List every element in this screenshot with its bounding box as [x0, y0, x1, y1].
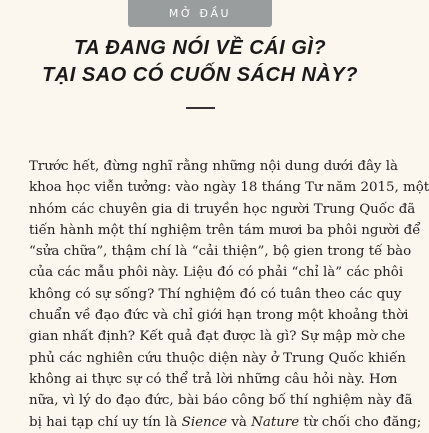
journal-name-2: Nature — [251, 414, 300, 430]
chapter-title-line-1: TA ĐANG NÓI VỀ CÁI GÌ? — [73, 37, 327, 59]
chapter-title-line-2: TẠI SAO CÓ CUỐN SÁCH NÀY? — [42, 64, 358, 86]
body-line: tiến hành một thí nghiệm trên tám mươi ba phôi người để — [29, 222, 421, 238]
conjunction: và — [227, 414, 252, 430]
body-line: không có sự sống? Thí nghiệm đó có tuân theo các quy — [29, 286, 402, 302]
body-line: khoa học viễn tưởng: vào ngày 18 tháng Tư năm 2015, một — [29, 180, 429, 196]
body-line: không ai thực sự có thể trả lời những câu hỏi này. Hơn — [29, 371, 398, 387]
section-label: MỞ ĐẦU — [168, 7, 232, 20]
body-line: phủ các nghiên cứu thuộc diện này ở Trung Quốc khiến — [29, 350, 406, 366]
body-line: gian nhất định? Kết quả đạt được là gì? Sự mập mờ che — [29, 329, 406, 345]
body-line: chuẩn về đạo đức và chỉ giới hạn trong một khoảng thời — [29, 308, 409, 324]
body-line: của các mẫu phôi này. Liệu đó có phải “chỉ là” các phôi — [29, 265, 404, 281]
title-divider — [186, 107, 215, 109]
journal-name-1: Sience — [181, 414, 228, 430]
body-line: nhóm các chuyên gia di truyền học người Trung Quốc đã — [29, 201, 416, 217]
body-line-last-end: từ chối cho đăng; — [299, 414, 422, 430]
body-line: nữa, vì lý do đạo đức, bài báo công bố thí nghiệm này đã — [29, 393, 413, 409]
body-line: Trước hết, đừng nghĩ rằng những nội dung dưới đây là — [29, 159, 399, 174]
body-paragraph — [29, 156, 429, 433]
body-line: “sửa chữa”, thậm chí là “cải thiện”, bộ gien trong tế bào — [29, 244, 412, 260]
section-header-tab — [128, 0, 272, 27]
body-line-last-start: bị hai tạp chí uy tín là — [29, 414, 182, 430]
body-line-last — [29, 412, 422, 433]
